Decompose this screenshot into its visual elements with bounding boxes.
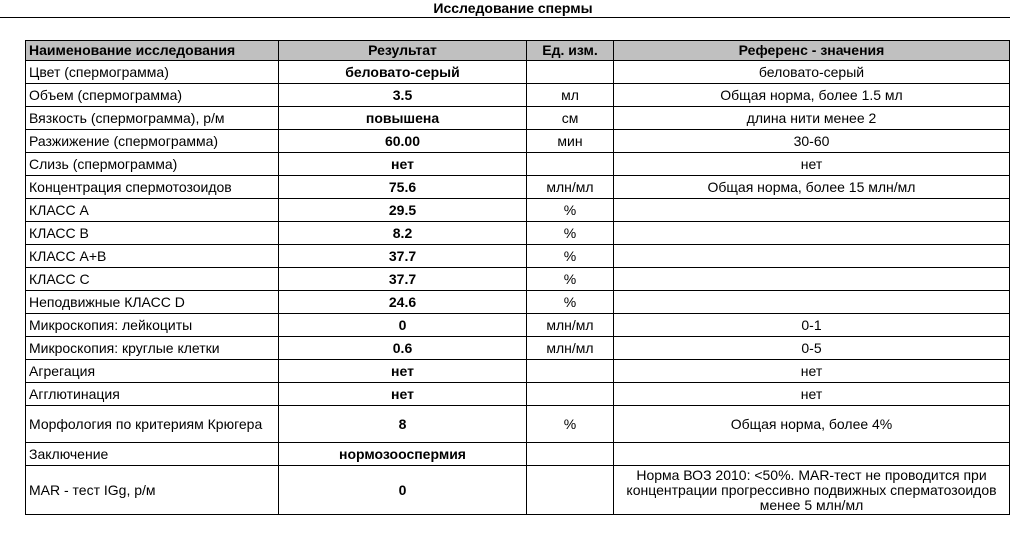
table-row — [26, 222, 1010, 245]
row-unit: млн/мл — [527, 314, 614, 337]
row-unit — [527, 61, 614, 84]
table-row — [26, 84, 1010, 107]
row-name: КЛАСС В — [26, 222, 279, 245]
row-reference: беловато-серый — [614, 61, 1010, 84]
row-result: 37.7 — [279, 268, 527, 291]
row-name: Морфология по критериям Крюгера — [26, 406, 279, 443]
column-header-name: Наименование исследования — [26, 41, 279, 61]
row-reference: Общая норма, более 4% — [614, 406, 1010, 443]
column-header-reference: Референс - значения — [614, 41, 1010, 61]
row-reference: 30-60 — [614, 130, 1010, 153]
row-result: 0.6 — [279, 337, 527, 360]
row-unit: см — [527, 107, 614, 130]
row-unit: млн/мл — [527, 337, 614, 360]
header-row — [26, 41, 1010, 61]
row-result: повышена — [279, 107, 527, 130]
row-unit: % — [527, 245, 614, 268]
table-row — [26, 406, 1010, 443]
page-title: Исследование спермы — [433, 0, 593, 16]
table-row — [26, 107, 1010, 130]
row-result: 0 — [279, 466, 527, 515]
row-name: Цвет (спермограмма) — [26, 61, 279, 84]
table-row — [26, 466, 1010, 515]
row-reference — [614, 443, 1010, 466]
row-unit: % — [527, 199, 614, 222]
row-unit: % — [527, 222, 614, 245]
row-result: 60.00 — [279, 130, 527, 153]
row-reference: длина нити менее 2 — [614, 107, 1010, 130]
row-name: КЛАСС С — [26, 268, 279, 291]
row-reference — [614, 199, 1010, 222]
row-result: 75.6 — [279, 176, 527, 199]
column-header-result: Результат — [279, 41, 527, 61]
table-row — [26, 199, 1010, 222]
row-result: нет — [279, 360, 527, 383]
row-name: КЛАСС А — [26, 199, 279, 222]
row-result: 29.5 — [279, 199, 527, 222]
row-unit: % — [527, 268, 614, 291]
row-name: Агглютинация — [26, 383, 279, 406]
row-name: Заключение — [26, 443, 279, 466]
table-row — [26, 443, 1010, 466]
row-name: Агрегация — [26, 360, 279, 383]
row-reference: 0-5 — [614, 337, 1010, 360]
row-name: Неподвижные КЛАСС D — [26, 291, 279, 314]
table-row — [26, 314, 1010, 337]
row-result: 3.5 — [279, 84, 527, 107]
row-reference: 0-1 — [614, 314, 1010, 337]
row-name: Микроскопия: круглые клетки — [26, 337, 279, 360]
table-row — [26, 291, 1010, 314]
row-name: Концентрация спермотозоидов — [26, 176, 279, 199]
row-reference: нет — [614, 383, 1010, 406]
row-reference: Норма ВОЗ 2010: <50%. MAR-тест не проводится при концентрации прогрессивно подвижных сперматозоидов менее 5 млн/мл — [614, 466, 1010, 515]
table-row — [26, 61, 1010, 84]
column-header-unit: Ед. изм. — [527, 41, 614, 61]
row-name: Слизь (спермограмма) — [26, 153, 279, 176]
row-result: 0 — [279, 314, 527, 337]
row-result: 8.2 — [279, 222, 527, 245]
row-reference: нет — [614, 153, 1010, 176]
title-underline — [0, 17, 1010, 18]
row-result: 8 — [279, 406, 527, 443]
row-unit: мл — [527, 84, 614, 107]
row-name: MAR - тест IGg, р/м — [26, 466, 279, 515]
document-header — [0, 0, 1026, 18]
row-name: КЛАСС А+В — [26, 245, 279, 268]
row-unit — [527, 466, 614, 515]
row-name: Микроскопия: лейкоциты — [26, 314, 279, 337]
row-result: нет — [279, 383, 527, 406]
row-result: нормозооспермия — [279, 443, 527, 466]
row-result: беловато-серый — [279, 61, 527, 84]
table-row — [26, 268, 1010, 291]
table-row — [26, 245, 1010, 268]
row-result: нет — [279, 153, 527, 176]
row-unit: млн/мл — [527, 176, 614, 199]
row-reference — [614, 268, 1010, 291]
row-result: 24.6 — [279, 291, 527, 314]
row-reference: нет — [614, 360, 1010, 383]
row-unit: % — [527, 291, 614, 314]
row-unit: % — [527, 406, 614, 443]
table-row — [26, 383, 1010, 406]
table-row — [26, 130, 1010, 153]
row-name: Вязкость (спермограмма), р/м — [26, 107, 279, 130]
row-name: Объем (спермограмма) — [26, 84, 279, 107]
row-name: Разжижение (спермограмма) — [26, 130, 279, 153]
table-row — [26, 360, 1010, 383]
row-unit — [527, 443, 614, 466]
table-row — [26, 176, 1010, 199]
row-unit — [527, 360, 614, 383]
results-table — [25, 40, 1010, 515]
row-reference — [614, 222, 1010, 245]
row-unit: мин — [527, 130, 614, 153]
row-result: 37.7 — [279, 245, 527, 268]
row-unit — [527, 153, 614, 176]
row-reference — [614, 291, 1010, 314]
row-reference: Общая норма, более 15 млн/мл — [614, 176, 1010, 199]
table-row — [26, 153, 1010, 176]
row-unit — [527, 383, 614, 406]
row-reference: Общая норма, более 1.5 мл — [614, 84, 1010, 107]
row-reference — [614, 245, 1010, 268]
table-row — [26, 337, 1010, 360]
